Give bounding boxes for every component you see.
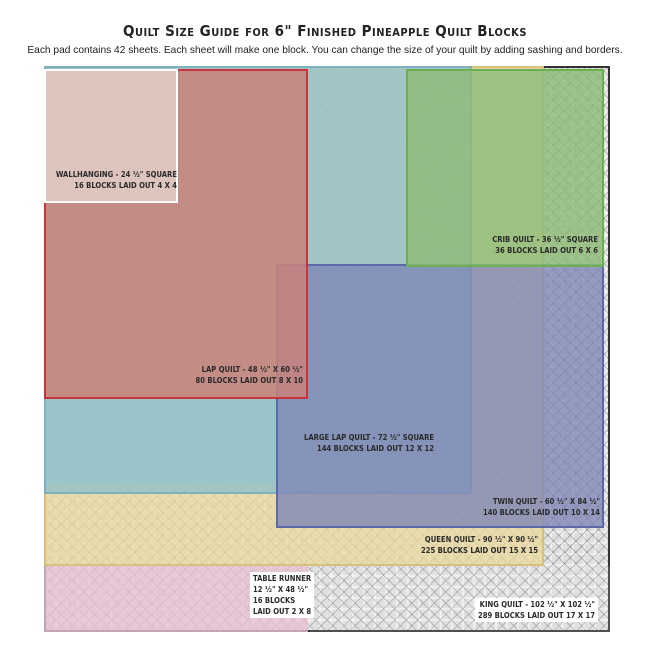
large-lap-quilt-label: LARGE LAP QUILT - 72 ½" SQUARE 144 BLOCKS LAID OUT 12 X 12 [304, 433, 434, 453]
king-quilt-label: KING QUILT - 102 ½" X 102 ½" 289 BLOCKS LAID OUT 17 X 17 [475, 598, 598, 622]
table-runner-label: TABLE RUNNER 12 ½" X 48 ½" 16 BLOCKS LAID OUT 2 X 8 [250, 572, 314, 618]
twin-quilt-region [276, 264, 604, 528]
queen-quilt-label: QUEEN QUILT - 90 ½" X 90 ½" 225 BLOCKS LAID OUT 15 X 15 [421, 535, 538, 555]
quilt-size-diagram [44, 66, 610, 632]
page-title: Quilt Size Guide for 6" Finished Pineapple Quilt Blocks [123, 22, 527, 40]
wallhanging-label: WALLHANGING - 24 ½" SQUARE 16 BLOCKS LAID OUT 4 X 4 [55, 170, 177, 190]
page-subtitle: Each pad contains 42 sheets. Each sheet will make one block. You can change the size of your quilt by adding sashing and borders. [27, 45, 623, 56]
crib-quilt-label: CRIB QUILT - 36 ½" SQUARE 36 BLOCKS LAID OUT 6 X 6 [492, 235, 598, 255]
twin-quilt-label: TWIN QUILT - 60 ½" X 84 ½" 140 BLOCKS LAID OUT 10 X 14 [483, 497, 600, 517]
lap-quilt-label: LAP QUILT - 48 ½" X 60 ½" 80 BLOCKS LAID OUT 8 X 10 [195, 365, 303, 385]
